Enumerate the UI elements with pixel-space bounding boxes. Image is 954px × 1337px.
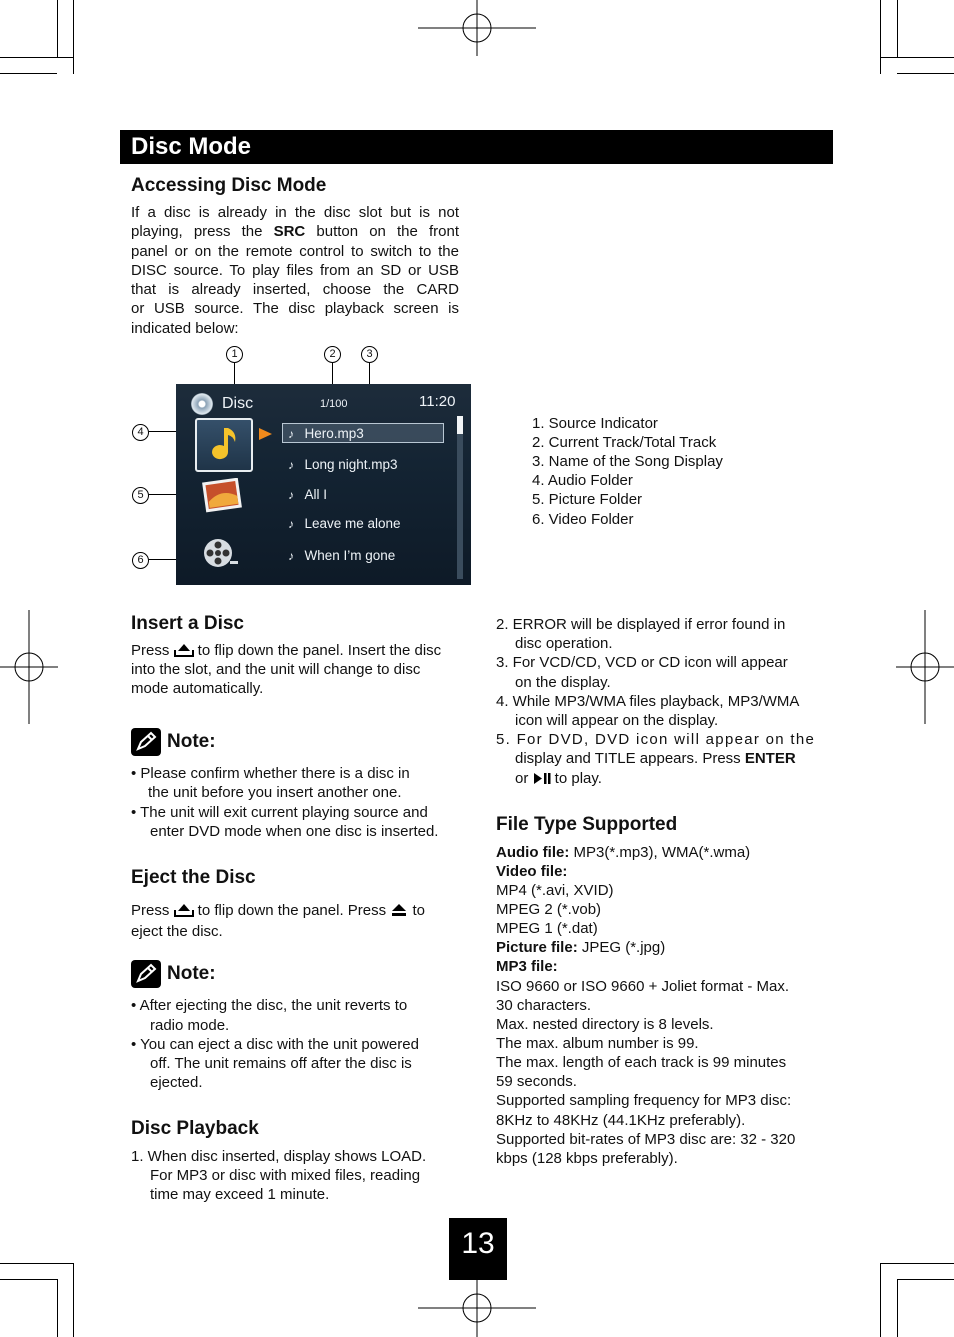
callout-5: 5 xyxy=(132,487,149,504)
text: button on the front xyxy=(305,223,459,241)
music-note-icon: ♪ xyxy=(288,549,294,563)
text: indicated below: xyxy=(131,319,239,337)
eject-line xyxy=(131,901,425,920)
note-line: • Please confirm whether there is a disc in xyxy=(131,765,410,782)
list-line: 3. For VCD/CD, VCD or CD icon will appear xyxy=(496,654,788,671)
mp3-line: kbps (128 kbps preferably). xyxy=(496,1150,678,1167)
legend-item: 6. Video Folder xyxy=(532,511,634,528)
song-title: Hero.mp3 xyxy=(304,426,364,441)
note-line: • After ejecting the disc, the unit reverts to xyxy=(131,997,408,1014)
text: panel or on the remote control to switch to the xyxy=(131,242,459,260)
song-title: Long night.mp3 xyxy=(304,457,398,472)
list-line: 2. ERROR will be displayed if error found in xyxy=(496,616,786,633)
mp3-line: ISO 9660 or ISO 9660 + Joliet format - Max. xyxy=(496,978,790,995)
disc-playback-screen xyxy=(176,384,471,585)
text: or USB source. The disc playback screen is xyxy=(131,300,459,318)
registration-mark-left xyxy=(0,610,58,724)
crop-mark xyxy=(897,0,898,58)
src-button-label: SRC xyxy=(273,223,306,241)
pencil-icon xyxy=(131,728,161,756)
mp3-line: Supported bit-rates of MP3 disc are: 32 - 320 xyxy=(496,1131,796,1148)
callout-1: 1 xyxy=(226,346,243,363)
text: or xyxy=(515,770,533,787)
playback-line: For MP3 or disc with mixed files, reading xyxy=(150,1167,421,1184)
song-list-item[interactable] xyxy=(288,425,364,443)
list-line: on the display. xyxy=(515,674,611,691)
mp3-line: 59 seconds. xyxy=(496,1073,577,1090)
mp3-file-label xyxy=(496,957,558,976)
value: MP3(*.mp3), WMA(*.wma) xyxy=(569,844,751,861)
source-indicator: Disc xyxy=(222,395,254,412)
eject-heading: Eject the Disc xyxy=(131,867,256,888)
page-number: 13 xyxy=(461,1227,495,1260)
play-indicator-icon xyxy=(259,428,272,440)
mp3-line: 8KHz to 48KHz (44.1KHz preferably). xyxy=(496,1112,746,1129)
disc-icon xyxy=(191,393,213,415)
mp3-line: Max. nested directory is 8 levels. xyxy=(496,1016,714,1033)
playback-line: 1. When disc inserted, display shows LOAD. xyxy=(131,1148,427,1165)
text: to xyxy=(408,902,425,919)
crop-mark xyxy=(880,57,954,58)
picture-file-line xyxy=(496,938,665,957)
note-label: Note: xyxy=(167,963,216,984)
mp3-line: The max. album number is 99. xyxy=(496,1035,699,1052)
track-counter: 1/100 xyxy=(320,398,348,410)
legend-item: 5. Picture Folder xyxy=(532,491,643,508)
registration-mark-right xyxy=(896,610,954,724)
callout-4: 4 xyxy=(132,424,149,441)
crop-mark xyxy=(880,1263,954,1264)
video-file-line: MPEG 1 (*.dat) xyxy=(496,920,598,937)
mp3-line: 30 characters. xyxy=(496,997,592,1014)
label: Video file: xyxy=(496,863,568,880)
crop-mark xyxy=(897,1279,954,1280)
crop-mark xyxy=(0,73,57,74)
text: that is already inserted, choose the CARD xyxy=(131,281,459,299)
text-line xyxy=(131,261,459,280)
playback-heading: Disc Playback xyxy=(131,1118,259,1139)
note-line: radio mode. xyxy=(150,1017,230,1034)
music-note-icon: ♪ xyxy=(288,488,294,502)
legend-item: 1. Source Indicator xyxy=(532,415,658,432)
crop-mark xyxy=(57,0,58,58)
list-line: 5. For DVD, DVD icon will appear on the xyxy=(496,731,816,748)
text: to flip down the panel. Insert the disc xyxy=(193,642,442,659)
list-line: disc operation. xyxy=(515,635,613,652)
music-note-icon: ♪ xyxy=(288,427,294,441)
text: to flip down the panel. Press xyxy=(193,902,391,919)
crop-mark xyxy=(73,0,74,74)
page-number-box xyxy=(449,1218,507,1280)
song-list-item[interactable] xyxy=(288,486,327,504)
text-line xyxy=(131,222,459,241)
registration-mark-bottom xyxy=(418,1280,536,1337)
note-line: ejected. xyxy=(150,1074,203,1091)
label: Picture file: xyxy=(496,939,578,956)
crop-mark xyxy=(0,1279,57,1280)
callout-2: 2 xyxy=(324,346,341,363)
note-line: • The unit will exit current playing source and xyxy=(131,804,428,821)
video-file-label xyxy=(496,862,567,881)
song-list-item[interactable] xyxy=(288,515,401,533)
value: JPEG (*.jpg) xyxy=(577,939,666,956)
song-title: Leave me alone xyxy=(304,516,401,531)
filetype-heading: File Type Supported xyxy=(496,814,678,835)
audio-folder-button[interactable] xyxy=(195,418,253,472)
open-panel-icon xyxy=(174,903,194,917)
legend-item: 3. Name of the Song Display xyxy=(532,453,723,470)
clock: 11:20 xyxy=(419,393,456,410)
note-icon xyxy=(131,728,161,756)
text-line xyxy=(131,299,459,318)
insert-heading: Insert a Disc xyxy=(131,613,244,634)
note-line: off. The unit remains off after the disc is xyxy=(150,1055,412,1072)
crop-mark xyxy=(897,1279,898,1337)
insert-line xyxy=(131,641,441,660)
text-line xyxy=(131,319,459,338)
note-line: enter DVD mode when one disc is inserted. xyxy=(150,823,439,840)
legend-item: 4. Audio Folder xyxy=(532,472,633,489)
text-line xyxy=(131,280,459,299)
open-panel-icon xyxy=(174,643,194,657)
text: playing, press the xyxy=(131,223,274,241)
scrollbar-track[interactable] xyxy=(457,416,463,579)
text: Press xyxy=(131,902,174,919)
scrollbar-thumb[interactable] xyxy=(457,416,463,434)
picture-icon xyxy=(200,478,244,514)
crop-mark xyxy=(880,1263,881,1337)
crop-mark xyxy=(0,1263,74,1264)
song-title: All I xyxy=(304,487,327,502)
text: display and TITLE appears. Press xyxy=(515,750,745,767)
list-line xyxy=(515,769,602,788)
picture-folder-button[interactable] xyxy=(200,478,244,514)
note-line: • You can eject a disc with the unit powered xyxy=(131,1036,419,1053)
accessing-paragraph xyxy=(131,203,459,338)
video-file-line: MP4 (*.avi, XVID) xyxy=(496,882,614,899)
eject-icon xyxy=(390,903,408,917)
text-line xyxy=(131,203,459,222)
note-icon xyxy=(131,960,161,988)
audio-file-line xyxy=(496,843,750,862)
crop-mark xyxy=(880,0,881,74)
music-note-icon xyxy=(197,420,251,470)
mp3-line: Supported sampling frequency for MP3 disc: xyxy=(496,1092,792,1109)
label: MP3 file: xyxy=(496,958,558,975)
label: Audio file: xyxy=(496,844,570,861)
pencil-icon xyxy=(131,960,161,988)
enter-button-label: ENTER xyxy=(744,750,796,767)
note-line: the unit before you insert another one. xyxy=(148,784,402,801)
song-list-item[interactable] xyxy=(288,547,395,565)
mp3-line: The max. length of each track is 99 minutes xyxy=(496,1054,787,1071)
text: Press xyxy=(131,642,174,659)
note-label: Note: xyxy=(167,731,216,752)
list-line: icon will appear on the display. xyxy=(515,712,719,729)
page-title-bar xyxy=(120,130,833,164)
text: to play. xyxy=(550,770,602,787)
text: If a disc is already in the disc slot but is not xyxy=(131,204,459,221)
callout-3: 3 xyxy=(361,346,378,363)
playback-line: time may exceed 1 minute. xyxy=(150,1186,330,1203)
eject-line: eject the disc. xyxy=(131,923,223,940)
registration-mark-top xyxy=(418,0,536,60)
song-list-item[interactable] xyxy=(288,456,398,474)
insert-line: into the slot, and the unit will change to disc xyxy=(131,661,421,678)
legend-item: 2. Current Track/Total Track xyxy=(532,434,717,451)
song-title: When I’m gone xyxy=(304,548,396,563)
music-note-icon: ♪ xyxy=(288,517,294,531)
play-pause-icon xyxy=(533,772,551,785)
video-folder-button[interactable] xyxy=(202,537,238,569)
list-line xyxy=(515,749,796,768)
crop-mark xyxy=(897,73,954,74)
crop-mark xyxy=(57,1279,58,1337)
video-file-line: MPEG 2 (*.vob) xyxy=(496,901,602,918)
text-line xyxy=(131,242,459,261)
film-reel-icon xyxy=(202,537,238,569)
insert-line: mode automatically. xyxy=(131,680,264,697)
list-line: 4. While MP3/WMA files playback, MP3/WMA xyxy=(496,693,800,710)
crop-mark xyxy=(0,57,74,58)
callout-6: 6 xyxy=(132,552,149,569)
accessing-heading: Accessing Disc Mode xyxy=(131,175,327,196)
page-title: Disc Mode xyxy=(131,133,252,160)
text: DISC source. To play files from an SD or USB xyxy=(131,261,459,279)
crop-mark xyxy=(73,1263,74,1337)
music-note-icon: ♪ xyxy=(288,458,294,472)
